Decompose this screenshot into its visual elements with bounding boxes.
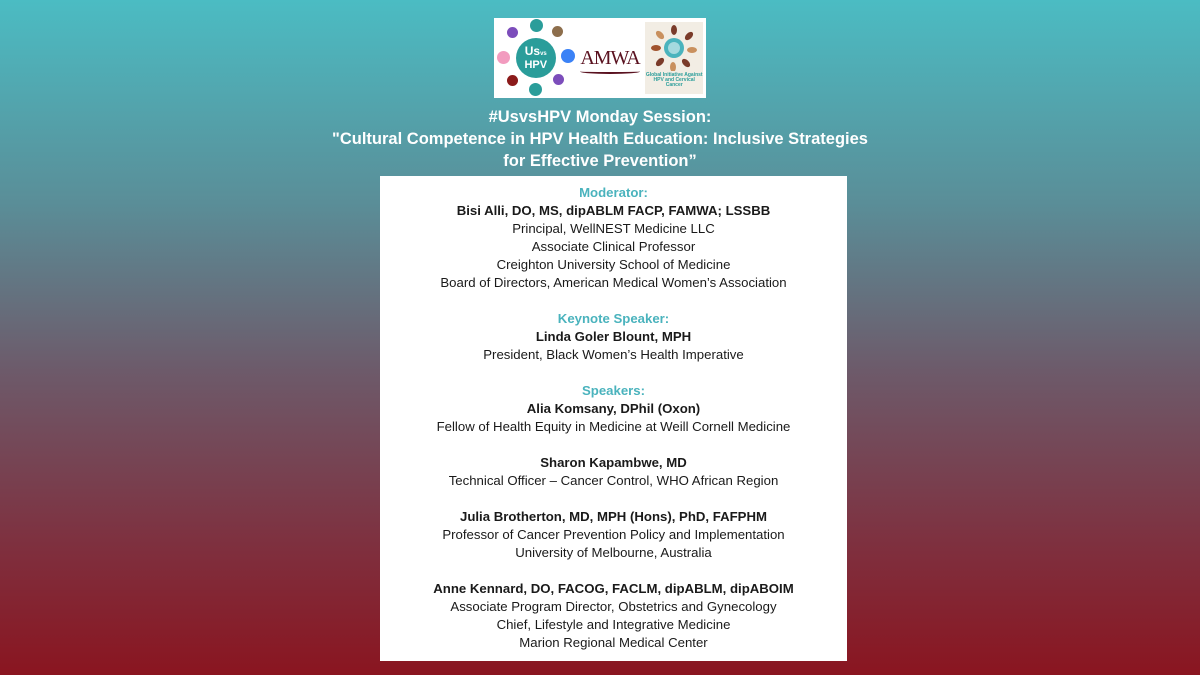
speakers-label: Speakers: <box>581 383 646 398</box>
usvshpv-logo-center: Usvs HPV <box>516 38 556 78</box>
global-initiative-caption: Global Initiative Against HPV and Cervical Cancer <box>645 72 703 88</box>
speaker-name: Alia Komsany, DPhil (Oxon) <box>526 401 701 416</box>
keynote-title: President, Black Women’s Health Imperative <box>483 347 744 362</box>
speaker-entry <box>380 508 847 562</box>
moderator-title: Associate Clinical Professor <box>531 239 696 254</box>
session-headline <box>0 106 1200 172</box>
speaker-title: Chief, Lifestyle and Integrative Medicine <box>496 617 731 632</box>
speaker-title: University of Melbourne, Australia <box>515 545 712 560</box>
moderator-section <box>380 184 847 292</box>
speakers-card <box>380 176 847 661</box>
speaker-title: Marion Regional Medical Center <box>519 635 708 650</box>
keynote-label: Keynote Speaker: <box>557 311 670 326</box>
logo-dot <box>530 19 543 32</box>
headline-line-2: "Cultural Competence in HPV Health Education: Inclusive Strategies <box>332 130 868 148</box>
logo-panel <box>494 18 706 98</box>
speaker-title: Associate Program Director, Obstetrics and Gynecology <box>450 599 777 614</box>
speaker-entry <box>380 400 847 436</box>
logo-dot <box>552 26 563 37</box>
logo-dot <box>553 74 564 85</box>
amwa-logo: AMWA <box>580 47 639 70</box>
keynote-name: Linda Goler Blount, MPH <box>535 329 692 344</box>
logo-dot <box>529 83 542 96</box>
global-initiative-logo <box>645 22 703 94</box>
speaker-name: Anne Kennard, DO, FACOG, FACLM, dipABLM, dipABOIM <box>433 581 794 596</box>
headline-line-1: #UsvsHPV Monday Session: <box>488 108 712 126</box>
moderator-name: Bisi Alli, DO, MS, dipABLM FACP, FAMWA; LSSBB <box>456 203 771 218</box>
logo-dot <box>507 27 518 38</box>
speaker-entry <box>380 580 847 652</box>
speaker-title: Technical Officer – Cancer Control, WHO African Region <box>448 473 779 488</box>
speaker-title: Fellow of Health Equity in Medicine at Weill Cornell Medicine <box>436 419 791 434</box>
moderator-label: Moderator: <box>579 185 648 200</box>
usvshpv-logo <box>497 19 575 97</box>
speaker-name: Sharon Kapambwe, MD <box>540 455 687 470</box>
moderator-title: Board of Directors, American Medical Women’s Association <box>440 275 787 290</box>
hands-circle-icon <box>651 25 697 71</box>
logo-dot <box>507 75 518 86</box>
logo-dot <box>497 51 510 64</box>
headline-line-3: for Effective Prevention” <box>503 152 697 170</box>
keynote-section <box>380 310 847 364</box>
speaker-entry <box>380 454 847 490</box>
moderator-title: Creighton University School of Medicine <box>496 257 731 272</box>
speakers-section <box>380 382 847 652</box>
speaker-title: Professor of Cancer Prevention Policy and Implementation <box>442 527 785 542</box>
logo-dot <box>561 49 575 63</box>
speaker-name: Julia Brotherton, MD, MPH (Hons), PhD, FAFPHM <box>460 509 767 524</box>
moderator-title: Principal, WellNEST Medicine LLC <box>512 221 715 236</box>
